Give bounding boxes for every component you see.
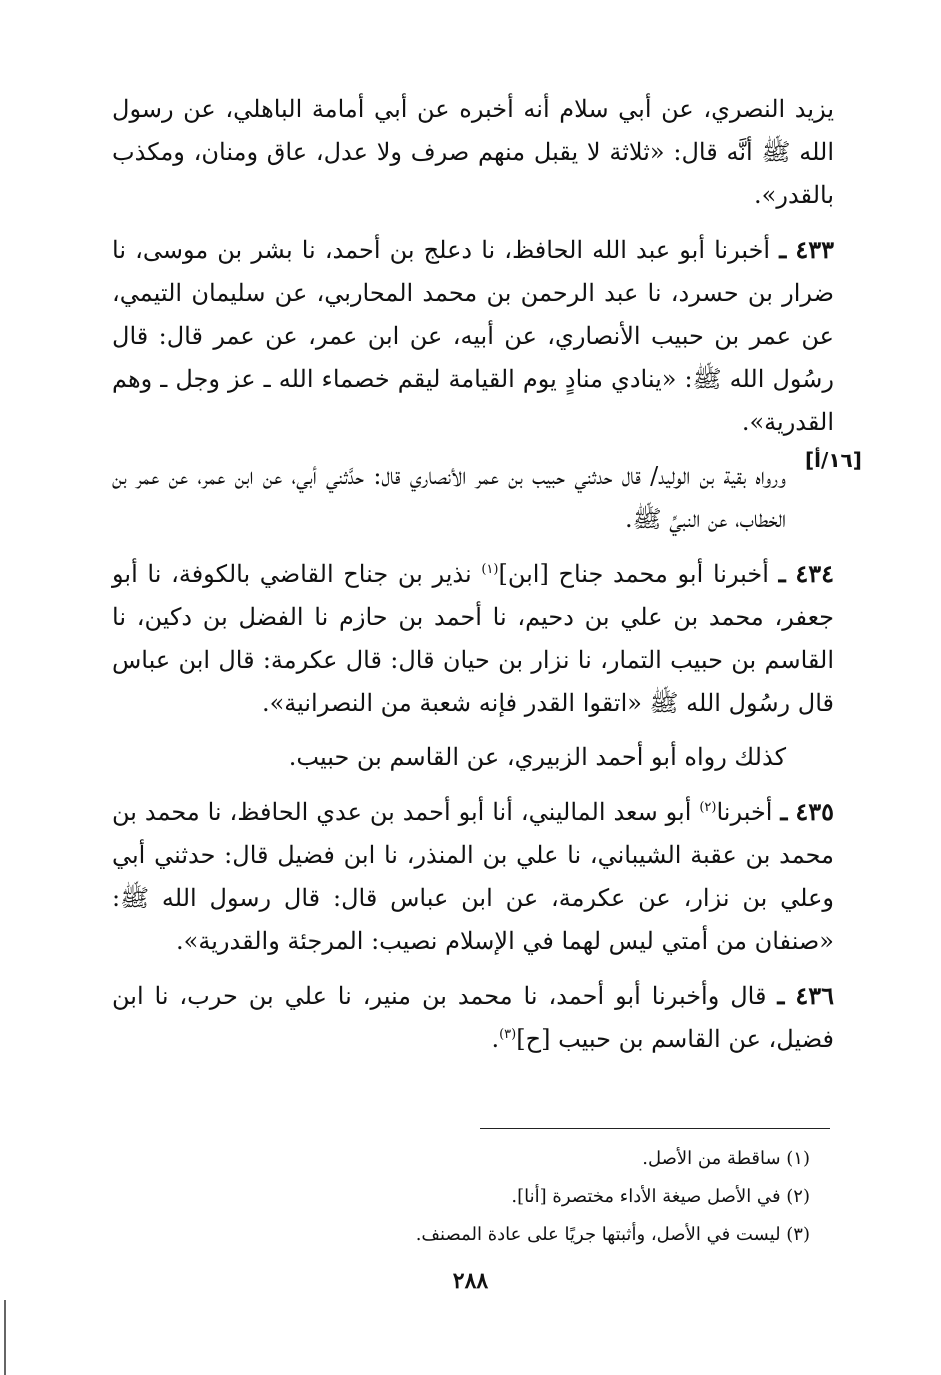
footnotes <box>300 1140 810 1254</box>
footnote-3: (٣) ليست في الأصل، وأثبتها جريًا على عادة المصنف. <box>415 1224 810 1245</box>
footnote-ref-2[interactable]: (٢) <box>699 800 717 815</box>
paragraph-text: أخبرنا أبو عبد الله الحافظ، نا دعلج بن أحمد، نا بشر بن موسى، نا ضرار بن حسرد، نا عبد الرحمن بن محمد المحاربي، عن سليمان التيمي، عن عمر بن حبيب الأنصاري، عن أبيه، عن ابن عمر، عن عمر قال: قال رسُول الله ﷺ: «ينادي منادٍ يوم القيامة ليقم خصماء الله ـ عز وجل ـ وهم القدرية». <box>112 236 834 436</box>
paragraph-kadhalik <box>112 736 834 779</box>
hadith-435 <box>112 790 834 963</box>
paragraph-text: أخبرنا <box>716 798 773 826</box>
paragraph-text: قال وأخبرنا أبو أحمد، نا محمد بن منير، نا علي بن حرب، نا ابن فضيل، عن القاسم بن حبيب [ح] <box>112 982 834 1053</box>
hadith-dash: ـ <box>777 981 785 1010</box>
footnote-2: (٢) في الأصل صيغة الأداء مختصرة [أنا]. <box>511 1186 810 1207</box>
scan-edge-line <box>4 1300 6 1375</box>
paragraph-continuation <box>112 88 834 217</box>
paragraph-text: كذلك رواه أبو أحمد الزبيري، عن القاسم بن حبيب. <box>288 743 786 771</box>
footnote-1: (١) ساقطة من الأصل. <box>642 1148 810 1169</box>
hadith-number: ٤٣٤ <box>795 559 834 588</box>
hadith-433 <box>112 228 834 444</box>
paragraph-text: ورواه بقية بن الوليد/ قال حدثني حبيب بن عمر الأنصاري قال: حدَّثني أبي، عن ابن عمر، عن عمر بن الخطاب، عن النبيِّ ﷺ. <box>112 462 786 533</box>
footnote-separator <box>480 1128 830 1129</box>
manuscript-folio-marker: [١٦/أ] <box>805 448 862 472</box>
hadith-dash: ـ <box>780 797 788 826</box>
hadith-dash: ـ <box>778 559 786 588</box>
hadith-436 <box>112 974 834 1061</box>
hadith-dash: ـ <box>779 235 787 264</box>
hadith-number: ٤٣٦ <box>795 981 834 1010</box>
paragraph-text: نذير بن جناح القاضي بالكوفة، نا أبو جعفر، محمد بن علي بن دحيم، نا أحمد بن حازم نا الفضل بن دكين، نا القاسم بن حبيب التمار، نا نزار بن حيان قال: قال عكرمة: قال ابن عباس قال رسُول الله ﷺ «اتقوا القدر فإنه شعبة من النصرانية». <box>112 560 835 717</box>
hadith-number: ٤٣٣ <box>795 235 834 264</box>
main-text <box>112 88 834 1072</box>
paragraph-text: يزيد النصري، عن أبي سلام أنه أخبره عن أبي أمامة الباهلي، عن رسول الله ﷺ أنَّه قال: «ثلاثة لا يقبل منهم صرف ولا عدل، عاق ومنان، ومكذب بالقدر». <box>112 95 834 209</box>
paragraph-text: أبو سعد الماليني، أنا أبو أحمد بن عدي الحافظ، نا محمد بن محمد بن عقبة الشيباني، نا علي بن المنذر، نا ابن فضيل قال: حدثني أبي وعلي بن نزار، عن عكرمة، عن ابن عباس قال: قال رسول الله ﷺ: «صنفان من أمتي ليس لهما في الإسلام نصيب: المرجئة والقدرية». <box>112 798 834 955</box>
page-number: ٢٨٨ <box>452 1268 489 1294</box>
hadith-434 <box>112 552 834 725</box>
hadith-number: ٤٣٥ <box>795 797 834 826</box>
footnote-ref-3[interactable]: (٣) <box>499 1027 517 1042</box>
paragraph-text: أخبرنا أبو محمد جناح [ابن] <box>498 560 769 588</box>
paragraph-riwaya-baqiyya <box>112 455 834 541</box>
paragraph-text: . <box>491 1025 500 1053</box>
footnote-ref-1[interactable]: (١) <box>481 562 499 577</box>
